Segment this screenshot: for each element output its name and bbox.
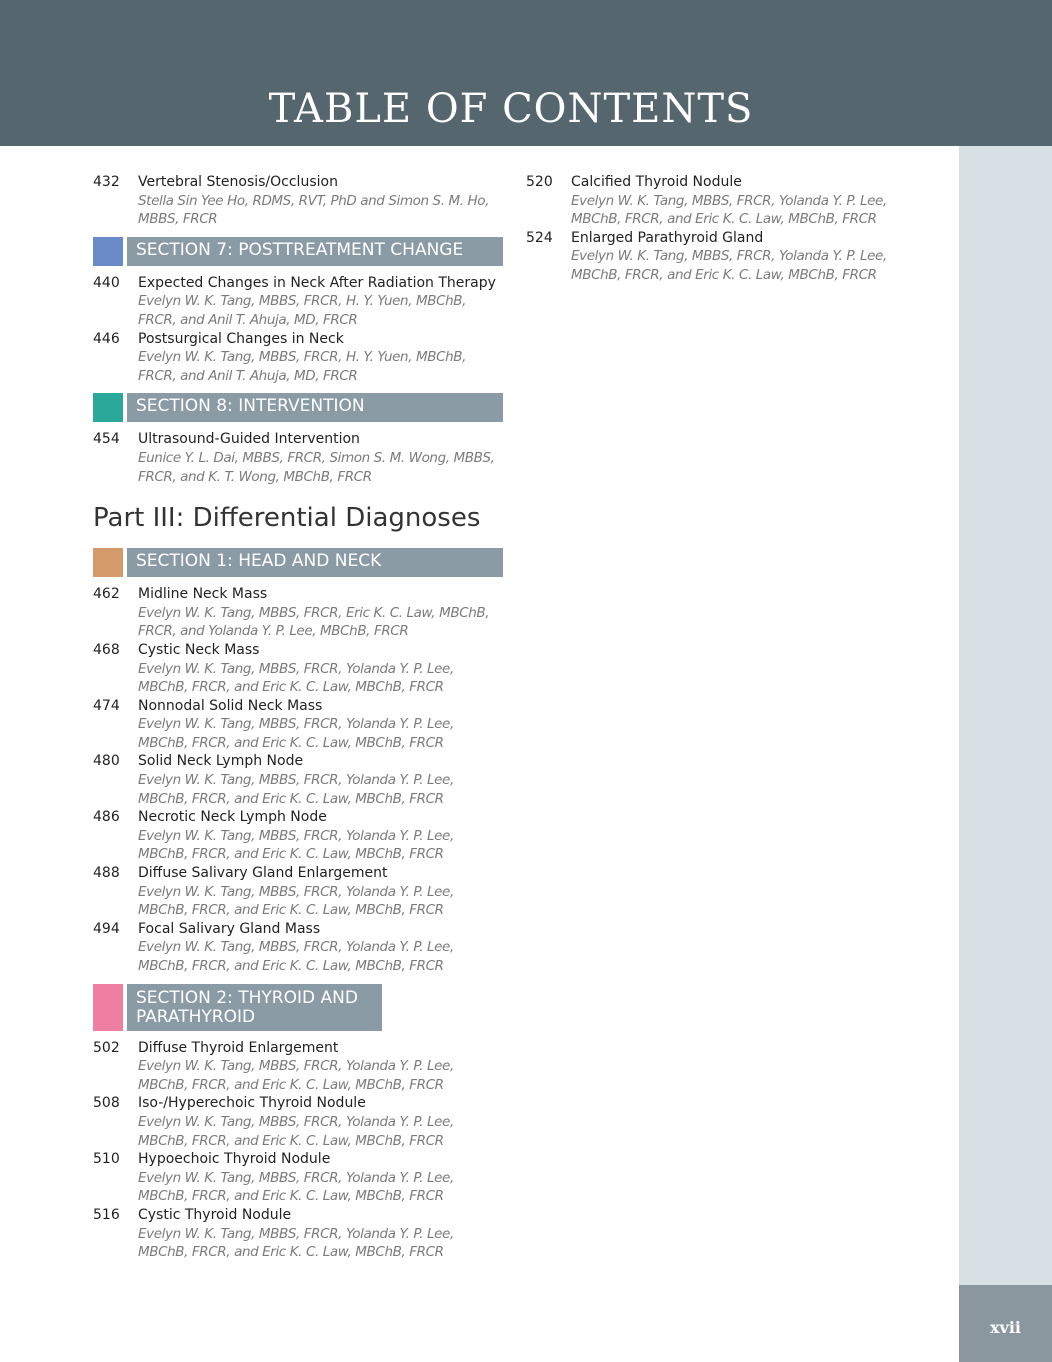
section-color-swatch	[93, 393, 123, 422]
toc-entry-title: Midline Neck Mass	[138, 586, 268, 603]
section-header-thyroid-parathyroid	[93, 984, 503, 1031]
toc-entry-authors: Eunice Y. L. Dai, MBBS, FRCR, Simon S. M. Wong, MBBS, FRCR, and K. T. Wong, MBChB, FRCR	[138, 449, 495, 485]
toc-page-number: 516	[93, 1206, 120, 1223]
toc-page-number: 520	[526, 174, 553, 190]
toc-entry-title: Vertebral Stenosis/Occlusion	[138, 174, 338, 190]
toc-entry-authors: Evelyn W. K. Tang, MBBS, FRCR, Yolanda Y. P. Lee, MBChB, FRCR, and Eric K. C. Law, MBChB, FRCR	[571, 248, 887, 283]
toc-entry[interactable]	[93, 1150, 503, 1206]
toc-entry-title: Hypoechoic Thyroid Nodule	[138, 1151, 331, 1168]
page-header	[0, 0, 1052, 146]
section-color-swatch	[93, 237, 123, 266]
toc-entry[interactable]	[93, 697, 503, 753]
toc-entry-authors: Evelyn W. K. Tang, MBBS, FRCR, Yolanda Y. P. Lee, MBChB, FRCR, and Eric K. C. Law, MBChB, FRCR	[138, 883, 454, 919]
section-header-head-and-neck	[93, 548, 503, 577]
toc-entry[interactable]	[526, 229, 906, 285]
section-title: SECTION 1: HEAD AND NECK	[127, 548, 503, 577]
toc-entry[interactable]	[93, 1094, 503, 1150]
toc-entry[interactable]	[93, 808, 503, 864]
toc-entry[interactable]	[93, 585, 503, 641]
toc-left-column	[93, 173, 503, 1262]
toc-entry[interactable]	[93, 752, 503, 808]
section-title: SECTION 7: POSTTREATMENT CHANGE	[127, 237, 503, 266]
toc-entry-authors: Evelyn W. K. Tang, MBBS, FRCR, Yolanda Y. P. Lee, MBChB, FRCR, and Eric K. C. Law, MBChB, FRCR	[138, 772, 454, 807]
part-heading: Part III: Differential Diagnoses	[93, 503, 481, 534]
toc-entry-title: Ultrasound-Guided Intervention	[138, 431, 360, 448]
toc-entry-authors: Evelyn W. K. Tang, MBBS, FRCR, Yolanda Y. P. Lee, MBChB, FRCR, and Eric K. C. Law, MBChB, FRCR	[571, 192, 887, 228]
toc-entry-title: Postsurgical Changes in Neck	[138, 330, 344, 347]
toc-entry-title: Cystic Thyroid Nodule	[138, 1206, 292, 1223]
toc-entry-authors: Evelyn W. K. Tang, MBBS, FRCR, H. Y. Yuen, MBChB, FRCR, and Anil T. Ahuja, MD, FRCR	[138, 349, 467, 384]
toc-page-number: 432	[93, 174, 120, 190]
toc-entry-authors: Evelyn W. K. Tang, MBBS, FRCR, H. Y. Yuen, MBChB, FRCR, and Anil T. Ahuja, MD, FRCR	[138, 293, 467, 328]
toc-page-number: 502	[93, 1039, 120, 1056]
toc-entry[interactable]	[93, 430, 503, 486]
toc-entry[interactable]	[93, 173, 503, 229]
toc-entry-authors: Evelyn W. K. Tang, MBBS, FRCR, Yolanda Y. P. Lee, MBChB, FRCR, and Eric K. C. Law, MBChB, FRCR	[138, 1225, 454, 1261]
toc-entry-authors: Evelyn W. K. Tang, MBBS, FRCR, Yolanda Y. P. Lee, MBChB, FRCR, and Eric K. C. Law, MBChB, FRCR	[138, 939, 454, 974]
toc-page-number: 454	[93, 431, 120, 448]
toc-page-number: 508	[93, 1095, 120, 1112]
toc-entry-authors: Stella Sin Yee Ho, RDMS, RVT, PhD and Simon S. M. Ho, MBBS, FRCR	[138, 192, 490, 228]
toc-entry-title: Diffuse Thyroid Enlargement	[138, 1039, 339, 1056]
toc-entry[interactable]	[526, 173, 906, 229]
toc-page-number: 474	[93, 697, 120, 714]
toc-entry-title: Iso-/Hyperechoic Thyroid Nodule	[138, 1095, 366, 1112]
toc-page-number: 494	[93, 920, 120, 937]
section-title: SECTION 8: INTERVENTION	[127, 393, 503, 422]
toc-entry-title: Cystic Neck Mass	[138, 641, 260, 658]
toc-entry[interactable]	[93, 1039, 503, 1095]
toc-entry-title: Enlarged Parathyroid Gland	[571, 229, 764, 246]
toc-page-number: 462	[93, 586, 120, 603]
toc-entry-title: Nonnodal Solid Neck Mass	[138, 697, 323, 714]
toc-entry-title: Solid Neck Lymph Node	[138, 753, 304, 770]
toc-page-number: 524	[526, 229, 553, 246]
section-header-posttreatment	[93, 237, 503, 266]
toc-entry-authors: Evelyn W. K. Tang, MBBS, FRCR, Yolanda Y. P. Lee, MBChB, FRCR, and Eric K. C. Law, MBChB, FRCR	[138, 716, 454, 751]
section-header-intervention	[93, 393, 503, 422]
toc-entry-title: Expected Changes in Neck After Radiation Therapy	[138, 274, 496, 291]
toc-entry[interactable]	[93, 1206, 503, 1262]
toc-page-number: 480	[93, 753, 120, 770]
toc-entry-authors: Evelyn W. K. Tang, MBBS, FRCR, Yolanda Y. P. Lee, MBChB, FRCR, and Eric K. C. Law, MBChB, FRCR	[138, 1169, 454, 1205]
page-title: TABLE OF CONTENTS	[268, 86, 754, 132]
section-color-swatch	[93, 548, 123, 577]
toc-entry[interactable]	[93, 641, 503, 697]
toc-page-number: 446	[93, 330, 120, 347]
toc-entry-title: Necrotic Neck Lymph Node	[138, 809, 327, 826]
toc-entry-authors: Evelyn W. K. Tang, MBBS, FRCR, Eric K. C. Law, MBChB, FRCR, and Yolanda Y. P. Lee, MBChB, FRCR	[138, 604, 490, 640]
toc-entry-authors: Evelyn W. K. Tang, MBBS, FRCR, Yolanda Y. P. Lee, MBChB, FRCR, and Eric K. C. Law, MBChB, FRCR	[138, 827, 454, 863]
toc-entry-authors: Evelyn W. K. Tang, MBBS, FRCR, Yolanda Y. P. Lee, MBChB, FRCR, and Eric K. C. Law, MBChB, FRCR	[138, 660, 454, 696]
toc-entry[interactable]	[93, 330, 503, 386]
toc-page-number: 510	[93, 1151, 120, 1168]
side-margin-strip	[959, 146, 1052, 1285]
toc-page-number: 486	[93, 809, 120, 826]
toc-entry[interactable]	[93, 864, 503, 920]
toc-page-number: 468	[93, 641, 120, 658]
toc-entry-authors: Evelyn W. K. Tang, MBBS, FRCR, Yolanda Y. P. Lee, MBChB, FRCR, and Eric K. C. Law, MBChB, FRCR	[138, 1058, 454, 1093]
toc-entry[interactable]	[93, 274, 503, 330]
toc-entry-title: Focal Salivary Gland Mass	[138, 920, 321, 937]
section-color-swatch	[93, 984, 123, 1031]
section-title: SECTION 2: THYROID AND PARATHYROID	[127, 984, 382, 1031]
toc-entry-title: Calcified Thyroid Nodule	[571, 174, 742, 190]
toc-page-number: 488	[93, 865, 120, 882]
toc-entry[interactable]	[93, 920, 503, 976]
toc-right-column	[526, 173, 906, 285]
toc-entry-title: Diffuse Salivary Gland Enlargement	[138, 865, 388, 882]
toc-entry-authors: Evelyn W. K. Tang, MBBS, FRCR, Yolanda Y. P. Lee, MBChB, FRCR, and Eric K. C. Law, MBChB, FRCR	[138, 1113, 454, 1149]
page-number-tab	[959, 1285, 1052, 1362]
toc-page-number: 440	[93, 274, 120, 291]
page-number: xvii	[990, 1318, 1021, 1337]
